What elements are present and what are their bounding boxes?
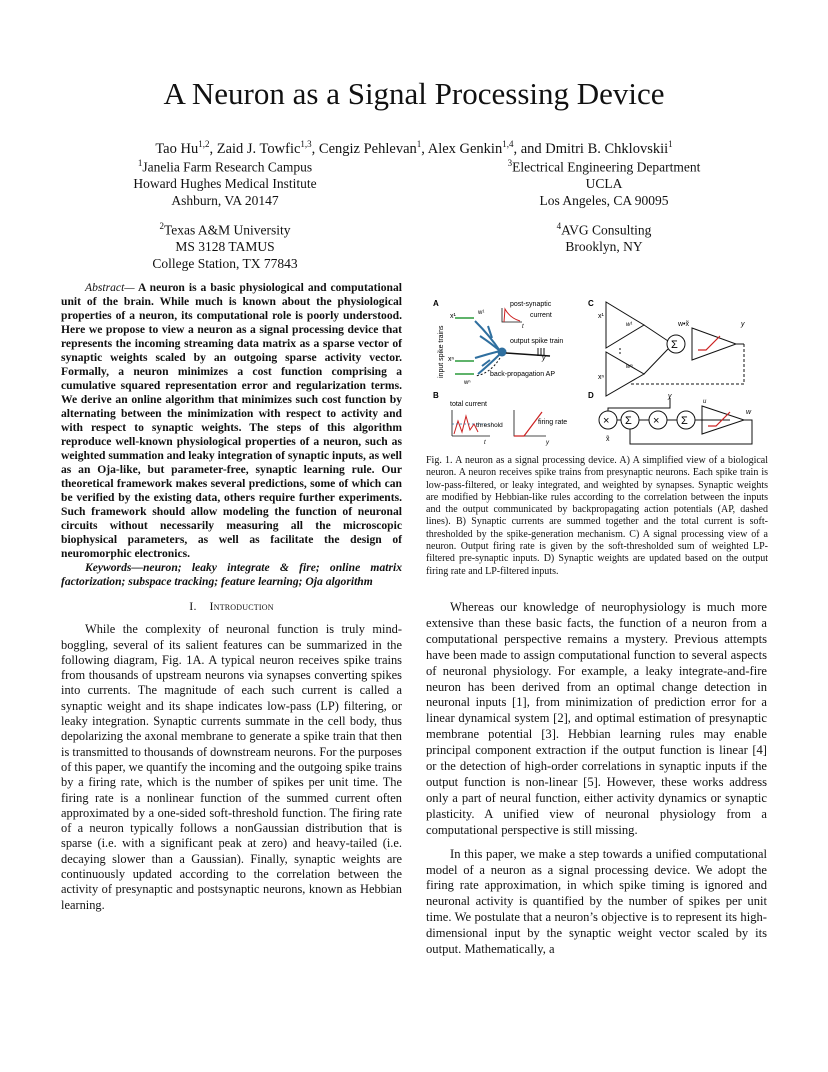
soma (498, 348, 507, 357)
x1-label-c: x¹ (598, 313, 604, 320)
post-synaptic-label: post-synaptic (510, 301, 552, 308)
affiliation-3: $^3$Electrical Engineering Department UCLA Los Angeles, CA 90095 (507, 158, 701, 208)
paper-title: A Neuron as a Signal Processing Device (163, 76, 665, 111)
backprop-label: back-propagation AP (490, 371, 555, 378)
sigma-d1: Σ (625, 415, 632, 427)
xn-label-a: xⁿ (448, 356, 455, 363)
psc-trace (504, 309, 520, 322)
left-column (61, 281, 402, 913)
panel-a-label: A (433, 299, 439, 308)
xn-label-c: xⁿ (598, 374, 605, 381)
y-label-a: y (542, 355, 546, 362)
current-label: current (530, 312, 552, 319)
affiliation-1: $^1$Janelia Farm Research Campus Howard Hughes Medical Institute Ashburn, VA 20147 (133, 158, 317, 208)
author-5: Dmitri B. Chklovskii$^1$ (545, 139, 673, 157)
u-label-d: u (703, 399, 707, 405)
times-2: × (653, 415, 660, 427)
affiliation-4: $^4$AVG Consulting Brooklyn, NY (556, 221, 652, 254)
wire-top (644, 325, 668, 341)
author-4: Alex Genkin$^{1,4}$, and (427, 139, 546, 157)
wire-bottom (644, 349, 668, 374)
section-heading-introduction: I. Introduction (189, 599, 274, 613)
panel-b-label: B (433, 391, 439, 400)
right-column (426, 600, 767, 958)
lp-filter-top (606, 302, 644, 348)
panel-c-label: C (588, 299, 594, 308)
intro-paragraph: While the complexity of neuronal function is truly mind-boggling, several of its salient features can be summarized in the following diagram, Fig. 1A. A typical neuron receives spike trains from thousands of upstream neurons via synapses converting spikes into currents. The magnitude of each such current is called a synaptic weight and its shape indicates low-pass (LP) filtering, or leaky integration. Synaptic currents summate in the cell body, thus depolarizing the axonal membrane to generate a spike train that then is transmitted to thousands of downstream neurons. For the purposes of this paper, we quantify the incoming and the outgoing spike trains by a firing rate, which is the number of spikes per unit time. The firing rate is a nonlinear function of the summed current often approximated by a one-sided soft-threshold function. The firing rate of a neuron typically follows a nonGaussian distribution that is sparse (i.e. with a significant peak at zero) and heavy-tailed (i.e. decaying slower than a Gaussian). Finally, synaptic weights are continuously updated according to the correlation between the activity of presynaptic and postsynaptic neurons, known as Hebbian learning. (61, 622, 402, 912)
wn-label-c: wⁿ (626, 364, 633, 370)
keywords: Keywords—neuron; leaky integrate & fire; online matrix factorization; subspace tracking; feature learning; Oja algorithm (61, 561, 402, 588)
figure-1 (430, 296, 770, 454)
dendrite-tree (475, 321, 500, 374)
lp-filter-bottom (606, 352, 644, 396)
wn-label-a: wⁿ (464, 380, 471, 386)
output-spike-train-label: output spike train (510, 338, 564, 345)
affiliation-2: $^2$Texas A&M University MS 3128 TAMUS College Station, TX 77843 (152, 221, 298, 271)
threshold-label: threshold (476, 422, 503, 429)
t-label-b: t (484, 440, 486, 446)
figure-1-diagram (430, 296, 770, 454)
w1-label-a: w¹ (478, 310, 485, 316)
y-label-d: y (668, 393, 672, 400)
threshold-curve-c (698, 336, 720, 350)
w-label-d: w (746, 409, 752, 416)
times-1: × (603, 415, 610, 427)
y-feed-d (608, 398, 670, 411)
y-label-b: y (546, 440, 549, 446)
sigma-c: Σ (671, 339, 678, 351)
author-3: Cengiz Pehlevan$^1$, (318, 139, 428, 157)
y-label-c: y (741, 321, 745, 328)
feedback-dashed (630, 344, 744, 384)
author-2: Zaid J. Towfic$^{1,3}$, (216, 139, 319, 157)
right-paragraph-2: In this paper, we make a step towards a unified computational model of a neuron as a signal processing device. We adopt the firing rate approximation, in which spike timing is ignored and neuronal activity is quantified by the number of spikes per unit time. We postulate that a neuron’s objective is to represent its high-dimensional input by the synaptic weight vector scaled by its output. Mathematically, a (426, 846, 767, 957)
wx-label: w•x̃ (678, 321, 690, 328)
panel-d-label: D (588, 391, 594, 400)
t-label-a: t (522, 324, 524, 330)
threshold-unit-c (692, 328, 736, 360)
x1-label: x¹ (450, 313, 456, 320)
firing-rate-label: firing rate (538, 419, 568, 426)
abstract: Abstract— A neuron is a basic physiological and computational unit of the brain. While much is known about the physiological properties of a neuron, its computational role is poorly understood. Here we propose to view a neuron as a signal processing device that represents the incoming streaming data matrix as a sparse vector of synaptic weights scaled by an outgoing sparse activity vector. Formally, a neuron minimizes a cost function comprising a cumulative squared representation error and regularization terms. We derive an online algorithm that minimizes such cost function by alternating between the minimization with respect to activity and with respect to synaptic weights. The steps of this algorithm reproduce well-known physiological properties of a neuron, such as weighted summation and leaky integration of synaptic inputs, as well as an Oja-like, but parameter-free, synaptic learning rule. Our theoretical framework makes several predictions, some of which can be verified by the existing data, others require further experiments. Such framework should allow modeling the function of neuronal circuits without necessarily measuring all the microscopic biophysical parameters, as well as facilitate the design of neuromorphic electronics. (61, 281, 402, 560)
w1-label-c: w¹ (626, 322, 633, 328)
author-1: Tao Hu$^{1,2}$, (155, 139, 217, 157)
sigma-d2: Σ (681, 415, 688, 427)
input-spike-trains-label: input spike trains (438, 325, 445, 378)
figure-1-caption: Fig. 1. A neuron as a signal processing device. A) A simplified view of a biological neuron. A neuron receives spike trains from presynaptic neurons. Each spike train is low-pass-filtered, or leaky integrated, and weighted by synapses. Synaptic weights are modified by Hebbian-like rules according to the correlation between the inputs and the output communicated by backpropagating action potentials (AP, dashed lines). B) Synaptic currents are summed together and the total current is soft-thresholded by the spike-generation mechanism. C) A signal processing view of a neuron. Output firing rate is given by the soft-thresholded sum of weighted LP-filtered pre-synaptic inputs. D) Synaptic weights are updated based on the output firing rate and LP-filtered inputs. (426, 455, 769, 577)
total-current-label: total current (450, 401, 487, 408)
total-current-trace (454, 416, 478, 434)
right-paragraph-1: Whereas our knowledge of neurophysiology is much more extensive than these basic facts, the function of a neuron from a computational perspective remains a mystery. Previous attempts have been made to assign computational function to several aspects of neuronal physiology. For example, a leaky integrate-and-fire neuron has been derived from an optimal change detection in neuronal inputs [1], from minimization of prediction error for a linear dynamical system [2], and optimal estimation of presynaptic membrane potential [3]. Hebbian learning rules may enable principal component extraction if the output function is linear [4] or the detection of high-order correlations in synaptic inputs if the output function is non-linear [5]. However, these works address only a part of neural function, either activity dynamics or synaptic plasticity. A unified view of neuronal physiology from a computational perspective is still missing. (426, 600, 767, 837)
xtilde-label-d: x̃ (606, 436, 610, 443)
